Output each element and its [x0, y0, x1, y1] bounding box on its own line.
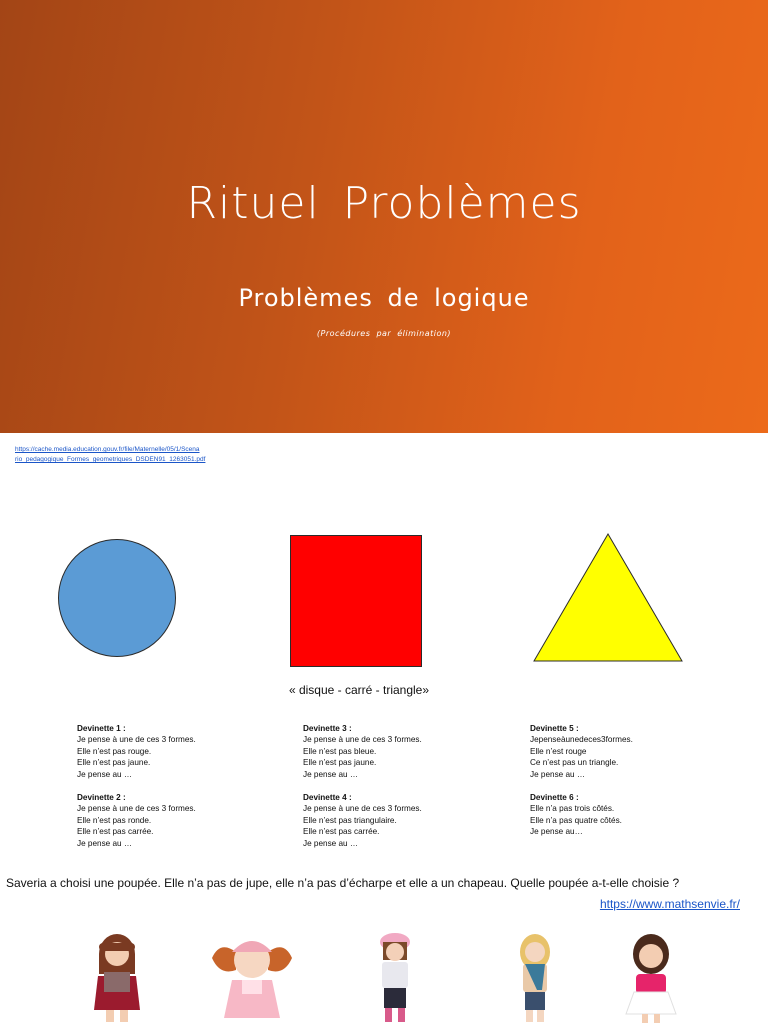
source-link[interactable]: https://cache.media.education.gouv.fr/file/Maternelle/05/1/Scena rio_pedagogique_Formes_geometriques_DSDEN91_1263051.pdf	[15, 446, 206, 463]
riddle-4	[303, 792, 493, 849]
riddle-line: Je pense à une de ces 3 formes.	[303, 804, 422, 814]
riddle-line: Elle n’a pas trois côtés.	[530, 804, 615, 814]
riddle-line: Elle n’a pas quatre côtés.	[530, 815, 622, 825]
riddle-line: Je pense à une de ces 3 formes.	[77, 804, 196, 814]
page-title: Rituel Problèmes	[186, 178, 582, 229]
riddle-line: Elle n’est rouge	[530, 746, 587, 756]
riddle-1	[77, 723, 267, 780]
doll-pink-ragdoll-icon	[206, 930, 298, 1024]
riddle-line: Elle n’est pas carrée.	[303, 827, 380, 837]
riddle-line: Je pense au …	[303, 838, 359, 848]
riddle-line: Elle n’est pas carrée.	[77, 827, 154, 837]
problem-statement: Saveria a choisi une poupée. Elle n’a pas de jupe, elle n’a pas d’écharpe et elle a un chapeau. Quelle poupée a-t-elle choisie ?	[6, 876, 680, 890]
riddle-2	[77, 792, 267, 849]
riddle-line: Je pense au …	[77, 769, 133, 779]
riddle-line: Je pense à une de ces 3 formes.	[303, 735, 422, 745]
mathsenvie-link[interactable]: https://www.mathsenvie.fr/	[599, 897, 740, 911]
riddle-line: Elle n’est pas jaune.	[77, 758, 151, 768]
riddle-line: Elle n’est pas ronde.	[77, 815, 152, 825]
riddle-line: Je pense au …	[530, 769, 586, 779]
riddle-line: Ce n’est pas un triangle.	[530, 758, 619, 768]
riddle-title: Devinette 4 :	[303, 793, 352, 802]
riddle-5	[530, 723, 720, 780]
doll-pink-skirt-icon	[618, 930, 684, 1024]
riddle-line: Elle n’est pas triangulaire.	[303, 815, 397, 825]
riddle-line: Elle n’est pas bleue.	[303, 746, 377, 756]
doll-red-dress-icon	[82, 930, 152, 1024]
riddle-line: Jepenseàunedeces3formes.	[530, 735, 633, 745]
riddle-title: Devinette 2 :	[77, 793, 126, 802]
blue-disc-shape	[58, 539, 176, 657]
riddle-line: Je pense au…	[530, 827, 583, 837]
riddle-line: Je pense au …	[303, 769, 359, 779]
shape-caption: « disque - carré - triangle»	[288, 683, 430, 697]
riddle-line: Je pense à une de ces 3 formes.	[77, 735, 196, 745]
title-banner	[0, 0, 768, 433]
riddle-6	[530, 792, 720, 838]
riddle-3	[303, 723, 493, 780]
riddle-title: Devinette 3 :	[303, 724, 352, 733]
yellow-triangle-shape	[530, 531, 686, 665]
riddle-line: Je pense au …	[77, 838, 133, 848]
riddle-title: Devinette 1 :	[77, 724, 126, 733]
red-square-shape	[290, 535, 422, 667]
doll-blue-scarf-icon	[510, 930, 560, 1024]
riddle-title: Devinette 5 :	[530, 724, 579, 733]
doll-pink-hat-icon	[370, 930, 420, 1024]
page-subtitle: Problèmes de logique	[238, 284, 530, 312]
riddle-title: Devinette 6 :	[530, 793, 579, 802]
riddle-line: Elle n’est pas rouge.	[77, 746, 152, 756]
riddle-line: Elle n’est pas jaune.	[303, 758, 377, 768]
page-note: (Procédures par élimination)	[316, 329, 452, 338]
